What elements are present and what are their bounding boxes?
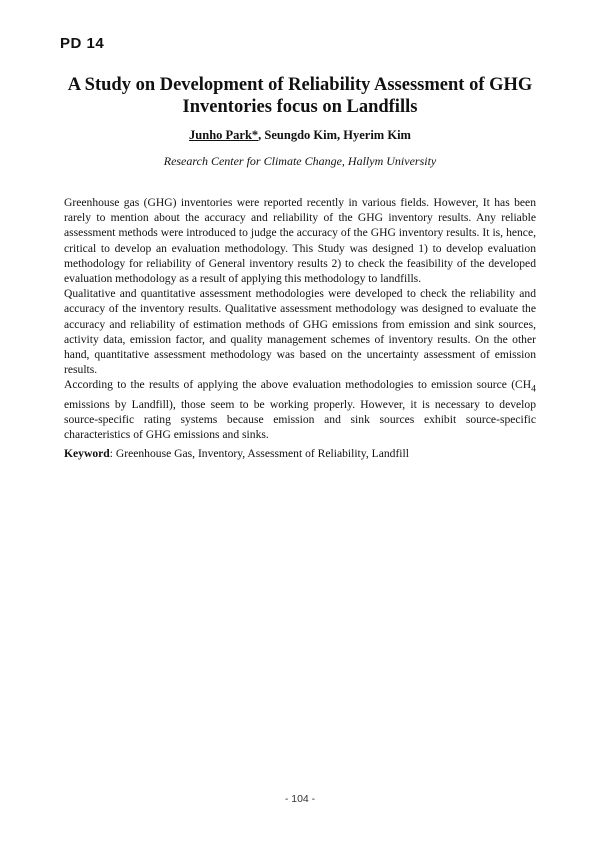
abstract-paragraph-2: Qualitative and quantitative assessment methodologies were developed to check the reliability and accuracy of the inventory results. Qualitative assessment methodology was designed to evaluate the accuracy and reliability of estimation methods of GHG emissions from emission and sink sources, activity data, emission factor, and quality management schemes of inventory results. On the other hand, quantitative assessment methodology was based on the uncertainty assessment of emission results. bbox=[64, 287, 536, 377]
paragraph-3-start: According to the results of applying the above evaluation methodologies to emission source (CH bbox=[64, 378, 532, 392]
title-line-2: Inventories focus on Landfills bbox=[182, 97, 418, 117]
methane-subscript: 4 bbox=[531, 383, 536, 395]
author-list bbox=[40, 128, 560, 143]
corresponding-author: Junho Park* bbox=[189, 128, 259, 142]
paper-title bbox=[40, 74, 560, 118]
co-authors: , Seungdo Kim, Hyerim Kim bbox=[258, 128, 411, 142]
page-number: - 104 - bbox=[284, 793, 316, 805]
keywords bbox=[64, 446, 536, 461]
keyword-list: : Greenhouse Gas, Inventory, Assessment of Reliability, Landfill bbox=[109, 447, 409, 460]
affiliation: Research Center for Climate Change, Hallym University bbox=[163, 154, 437, 168]
keyword-label: Keyword bbox=[64, 447, 110, 460]
title-line-1: A Study on Development of Reliability Assessment of GHG bbox=[67, 75, 533, 95]
abstract-paragraph-1: Greenhouse gas (GHG) inventories were reported recently in various fields. However, It has been rarely to mention about the accuracy and reliability of the GHG inventory results. Any reliable assessment methods were introduced to judge the accuracy of the GHG inventory results. It is, hence, critical to develop an evaluation methodology. This Study was designed 1) to develop evaluation methodology for reliability of General inventory results 2) to check the feasibility of the developed evaluation methodology as a result of applying this methodology to landfills. bbox=[64, 196, 536, 286]
abstract-body bbox=[64, 195, 536, 443]
abstract-paragraph-3 bbox=[64, 377, 536, 442]
session-label: PD 14 bbox=[60, 35, 105, 52]
paragraph-3-end: emissions by Landfill), those seem to be working properly. However, it is necessary to develop source-specific rating systems because emission and sink sources exhibit source-specific characteristics of GHG emissions and sinks. bbox=[64, 397, 536, 442]
